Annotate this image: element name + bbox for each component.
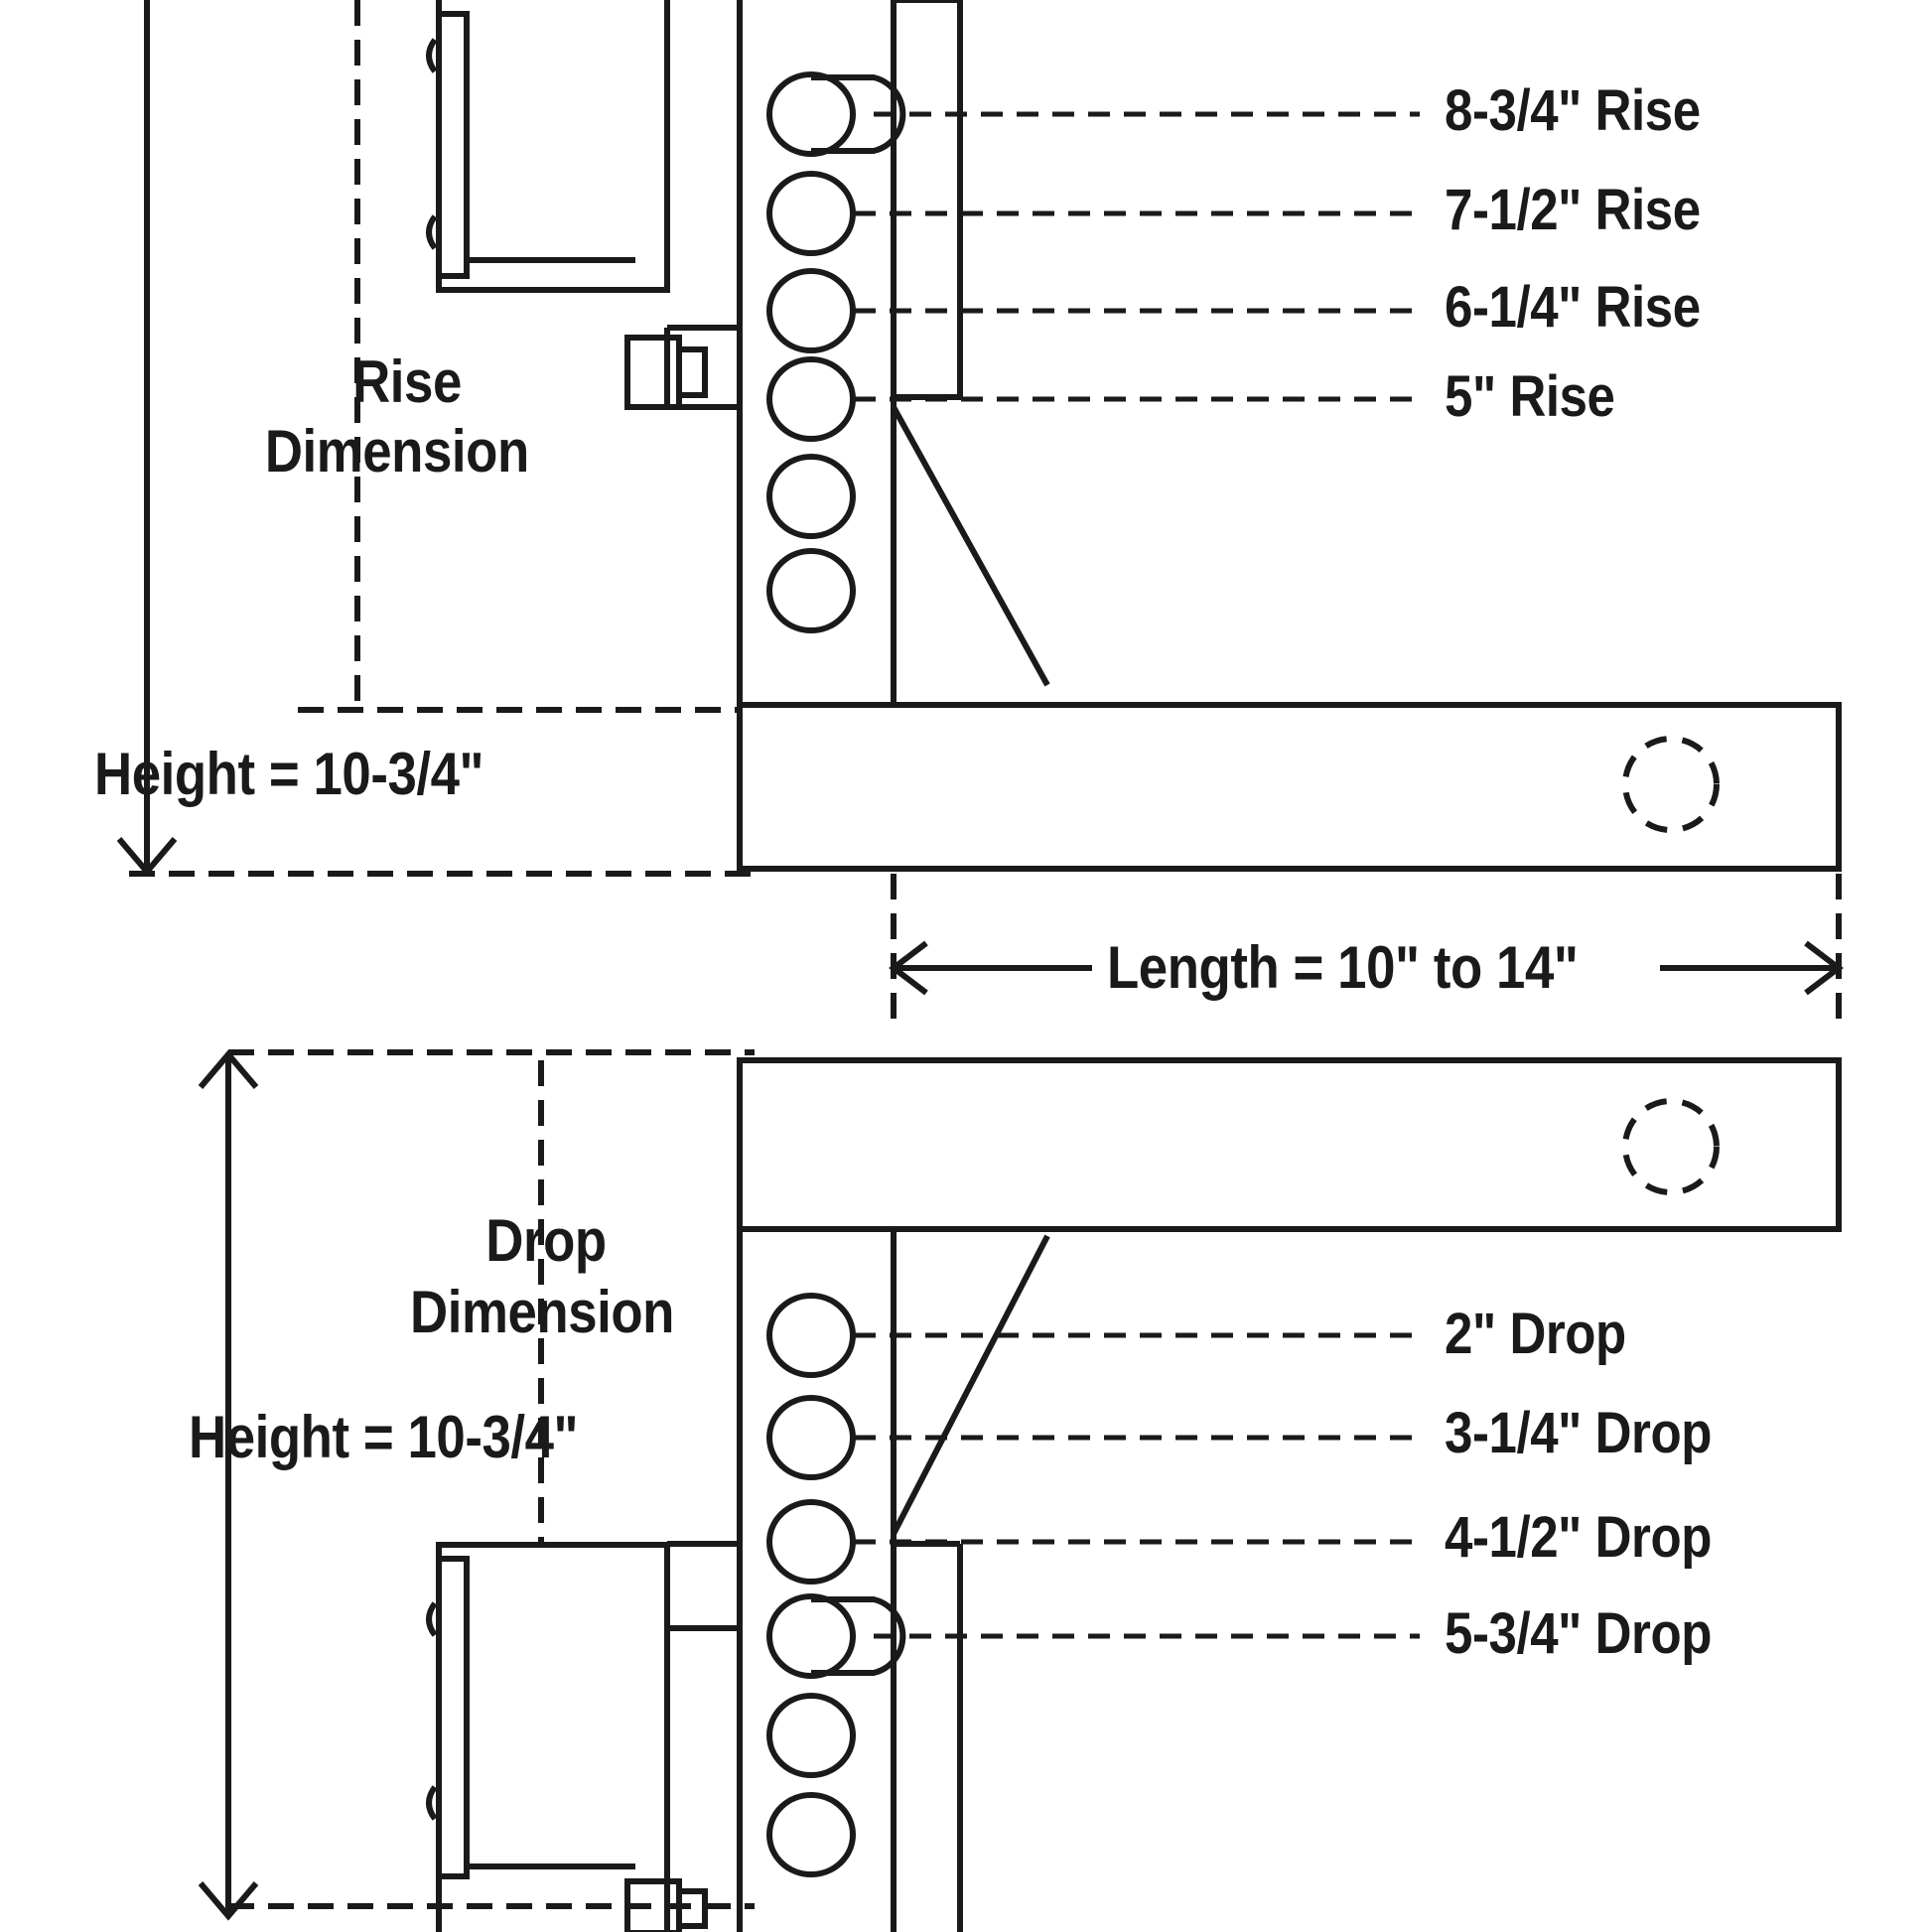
drop-dimension-label-line2: Dimension — [410, 1279, 674, 1345]
drop-clamp-block — [667, 1544, 740, 1628]
callout-drop-2: 3-1/4" Drop — [1445, 1401, 1712, 1465]
rise-dimension-label-line1: Rise — [352, 348, 462, 415]
drop-height-arrow — [201, 1054, 256, 1916]
drop-height-label: Height = 10-3/4" — [189, 1404, 579, 1470]
drop-shank-bar — [740, 1060, 1839, 1229]
rise-height-label: Height = 10-3/4" — [94, 741, 484, 807]
drop-dimension-label-line1: Drop — [485, 1207, 607, 1274]
callout-drop-4: 5-3/4" Drop — [1445, 1601, 1712, 1666]
callout-drop-1: 2" Drop — [1445, 1302, 1626, 1366]
callout-rise-3: 6-1/4" Rise — [1445, 275, 1701, 340]
rise-dimension-label-line2: Dimension — [264, 418, 529, 484]
drop-extension-lines — [228, 1052, 755, 1906]
length-label: Length = 10" to 14" — [1107, 934, 1579, 1001]
rise-gusset — [894, 407, 1047, 685]
drop-callout-leaders — [854, 1335, 1420, 1636]
drop-pin-holes — [769, 1296, 902, 1874]
callout-rise-4: 5" Rise — [1445, 364, 1615, 429]
drop-gusset — [894, 1236, 1047, 1534]
rise-callout-leaders — [854, 114, 1420, 399]
rise-shank-bar — [740, 705, 1839, 869]
callout-rise-1: 8-3/4" Rise — [1445, 78, 1701, 143]
drop-clamp-assembly — [429, 1545, 667, 1932]
callout-drop-3: 4-1/2" Drop — [1445, 1505, 1712, 1570]
rise-pin-holes — [769, 74, 902, 630]
callout-rise-2: 7-1/2" Rise — [1445, 178, 1701, 242]
rise-clamp-assembly — [429, 0, 667, 290]
